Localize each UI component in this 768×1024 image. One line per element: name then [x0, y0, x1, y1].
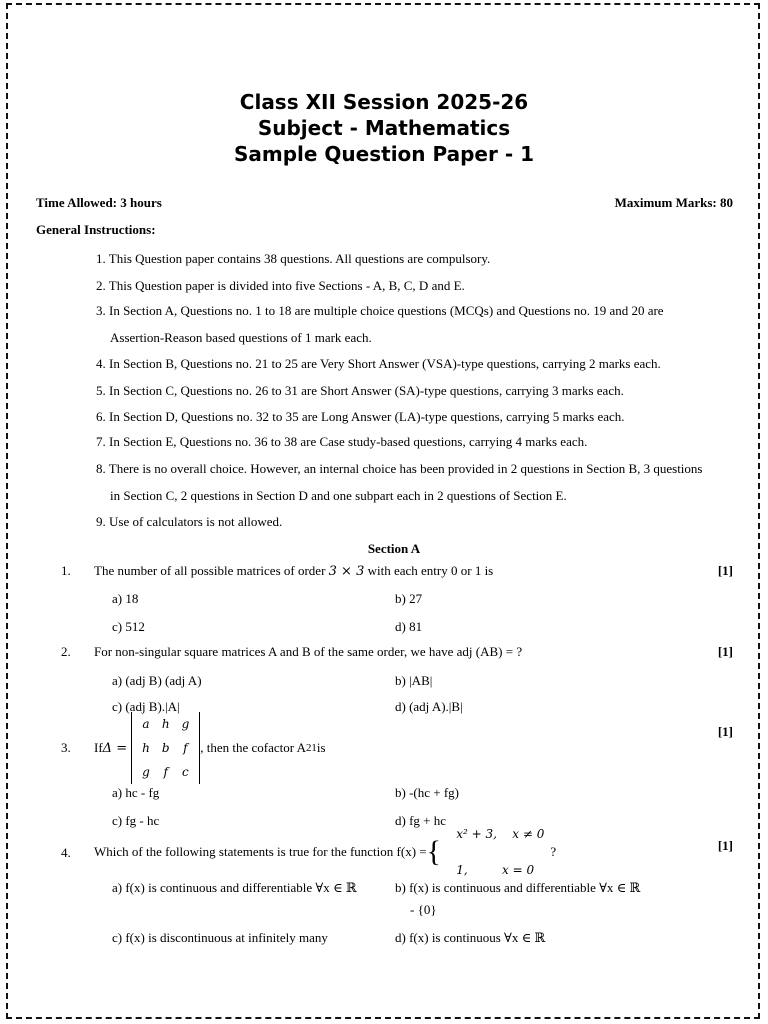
option: a) (adj B) (adj A) — [112, 673, 202, 688]
instruction-item: 7. In Section E, Questions no. 36 to 38 are Case study-based questions, carrying 4 marks each. — [96, 434, 588, 449]
option: b) |AB| — [395, 673, 433, 688]
marks-label: [1] — [717, 838, 733, 853]
instruction-item: 8. There is no overall choice. However, an internal choice has been provided in 2 questions in Section B, 3 questions — [96, 461, 703, 476]
option: b) -(hc + fg) — [395, 785, 459, 800]
question-text-part: ? — [550, 844, 557, 859]
instruction-item: 1. This Question paper contains 38 questions. All questions are compulsory. — [96, 251, 491, 266]
title-class: Class XII Session 2025-26 — [239, 90, 529, 114]
subscript: 21 — [306, 742, 317, 754]
question-text — [94, 717, 326, 779]
instruction-item: Assertion-Reason based questions of 1 mark each. — [110, 330, 372, 345]
option: a) 18 — [112, 591, 139, 606]
instruction-item: 4. In Section B, Questions no. 21 to 25 are Very Short Answer (VSA)-type questions, carrying 2 marks each. — [96, 356, 661, 371]
piecewise-case: x² + 3, x ≠ 0 — [456, 827, 545, 841]
matrix-cell: a — [142, 717, 150, 731]
title-subject: Subject - Mathematics — [257, 116, 511, 140]
maximum-marks: Maximum Marks: 80 — [614, 195, 733, 210]
section-a-heading: Section A — [367, 541, 421, 556]
question-number: 3. — [61, 740, 71, 755]
question-text-part: is — [316, 740, 326, 755]
instruction-item: 9. Use of calculators is not allowed. — [96, 514, 283, 529]
option: d) (adj A).|B| — [395, 699, 463, 714]
matrix-cell: g — [181, 717, 190, 731]
option: d) fg + hc — [395, 813, 447, 828]
marks-label: [1] — [717, 644, 733, 659]
option-continuation: - {0} — [410, 902, 437, 917]
piecewise-case: 1, x = 0 — [456, 863, 535, 877]
option: d) 81 — [395, 619, 423, 634]
matrix-cell: h — [161, 717, 170, 731]
matrix-cell: c — [182, 765, 189, 779]
title-paper: Sample Question Paper - 1 — [233, 142, 534, 166]
instruction-item: 2. This Question paper is divided into five Sections - A, B, C, D and E. — [96, 278, 465, 293]
determinant — [131, 712, 200, 784]
question-text-part: If — [94, 740, 103, 755]
question-text-part: , then the cofactor A — [200, 740, 307, 755]
matrix-cell: b — [161, 741, 170, 755]
option: c) 512 — [112, 619, 145, 634]
marks-label: [1] — [717, 724, 733, 739]
question-text-part: Which of the following statements is true for the function f(x) = — [94, 844, 427, 859]
math-expression: Δ = — [102, 740, 128, 756]
matrix-cell: f — [183, 741, 188, 755]
question-text — [94, 827, 557, 877]
question-text-part: with each entry 0 or 1 is — [364, 563, 494, 578]
option: c) fg - hc — [112, 813, 160, 828]
matrix-cell: h — [142, 741, 150, 755]
option: b) f(x) is continuous and differentiable ∀x ∈ ℝ — [395, 880, 641, 895]
option: a) hc - fg — [112, 785, 160, 800]
question-text — [94, 563, 493, 579]
instruction-item: in Section C, 2 questions in Section D and one subpart each in 2 questions of Section E. — [110, 488, 567, 503]
option: c) f(x) is discontinuous at infinitely many — [112, 930, 328, 945]
brace-symbol: { — [426, 835, 442, 868]
instruction-item: 6. In Section D, Questions no. 32 to 35 are Long Answer (LA)-type questions, carrying 5 marks each. — [96, 409, 625, 424]
time-allowed: Time Allowed: 3 hours — [36, 195, 162, 210]
marks-label: [1] — [717, 563, 733, 578]
option: a) f(x) is continuous and differentiable ∀x ∈ ℝ — [112, 880, 357, 895]
option: b) 27 — [395, 591, 423, 606]
question-text-part: The number of all possible matrices of order — [94, 563, 329, 578]
question-text: For non-singular square matrices A and B of the same order, we have adj (AB) = ? — [94, 644, 523, 659]
instruction-item: 5. In Section C, Questions no. 26 to 31 are Short Answer (SA)-type questions, carrying 3 marks each. — [96, 383, 624, 398]
matrix-cell: f — [163, 765, 168, 779]
math-expression: 3 × 3 — [328, 564, 365, 579]
matrix-cell: g — [142, 765, 150, 779]
question-number: 1. — [61, 563, 71, 578]
instructions-heading: General Instructions: — [36, 222, 156, 237]
question-number: 4. — [61, 845, 71, 860]
option: d) f(x) is continuous ∀x ∈ ℝ — [395, 930, 546, 945]
option: c) (adj B).|A| — [112, 699, 180, 714]
instruction-item: 3. In Section A, Questions no. 1 to 18 are multiple choice questions (MCQs) and Questions no. 19 and 20 are — [96, 303, 664, 318]
question-number: 2. — [61, 644, 71, 659]
